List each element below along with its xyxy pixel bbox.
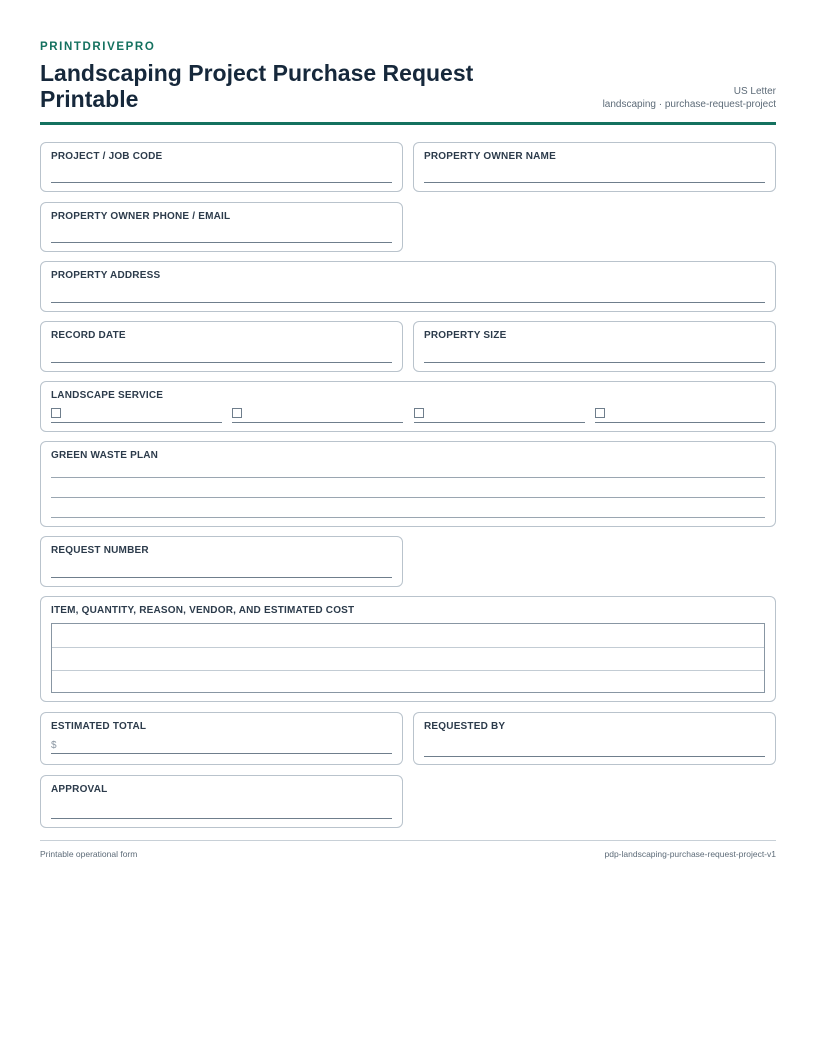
page-title: Landscaping Project Purchase Request Printable [40,60,474,112]
table-row[interactable] [52,648,764,670]
landscape-service-label: LANDSCAPE SERVICE [51,390,164,401]
footer-note: Printable operational form [40,849,138,859]
green-waste-line-1[interactable] [51,477,765,478]
paper-size: US Letter [733,86,776,97]
property-address-input-line[interactable] [51,302,765,303]
service-option-2-line[interactable] [232,422,403,423]
owner-name-input-line[interactable] [424,182,765,183]
document-tags: landscaping · purchase-request-project [602,99,776,110]
record-date-field [40,321,403,372]
green-waste-line-2[interactable] [51,497,765,498]
requested-by-input-line[interactable] [424,756,765,757]
footer-divider [40,840,776,841]
approval-input-line[interactable] [51,818,392,819]
service-option-4-line[interactable] [595,422,765,423]
estimated-total-input-line[interactable] [51,753,392,754]
requested-by-field [413,712,776,765]
property-size-field [413,321,776,372]
service-option-3 [414,407,585,423]
document-meta [603,85,776,111]
service-option-4 [595,407,765,423]
project-code-input-line[interactable] [51,182,392,183]
approval-label: APPROVAL [51,784,108,795]
items-table [51,623,765,693]
green-waste-line-3[interactable] [51,517,765,518]
record-date-label: RECORD DATE [51,330,126,341]
owner-contact-input-line[interactable] [51,242,392,243]
service-option-3-checkbox[interactable] [414,408,424,418]
service-option-2-checkbox[interactable] [232,408,242,418]
items-table-field [40,596,776,702]
header-divider [40,122,776,125]
landscape-service-field [40,381,776,432]
service-option-3-line[interactable] [414,422,585,423]
form-id: pdp-landscaping-purchase-request-project-v1 [604,849,776,859]
property-address-label: PROPERTY ADDRESS [51,270,161,281]
table-row[interactable] [52,671,764,692]
green-waste-plan-field [40,441,776,527]
request-number-field [40,536,403,587]
owner-name-label: PROPERTY OWNER NAME [424,151,556,162]
requested-by-label: REQUESTED BY [424,721,506,732]
project-code-field [40,142,403,192]
request-number-input-line[interactable] [51,577,392,578]
project-code-label: PROJECT / JOB CODE [51,151,163,162]
owner-name-field [413,142,776,192]
green-waste-plan-label: GREEN WASTE PLAN [51,450,159,461]
estimated-total-field [40,712,403,765]
estimated-total-label: ESTIMATED TOTAL [51,721,147,732]
approval-field [40,775,403,828]
property-size-input-line[interactable] [424,362,765,363]
owner-contact-field [40,202,403,252]
property-address-field [40,261,776,312]
service-option-2 [232,407,403,423]
brand-name: PRINTDRIVEPRO [40,41,156,53]
owner-contact-label: PROPERTY OWNER PHONE / EMAIL [51,211,231,222]
service-option-4-checkbox[interactable] [595,408,605,418]
table-row[interactable] [52,624,764,647]
property-size-label: PROPERTY SIZE [424,330,507,341]
request-number-label: REQUEST NUMBER [51,545,149,556]
service-option-1 [51,407,222,423]
service-option-1-line[interactable] [51,422,222,423]
items-table-label: ITEM, QUANTITY, REASON, VENDOR, AND ESTIMATED COST [51,605,355,616]
record-date-input-line[interactable] [51,362,392,363]
currency-symbol: $ [51,740,57,751]
service-option-1-checkbox[interactable] [51,408,61,418]
